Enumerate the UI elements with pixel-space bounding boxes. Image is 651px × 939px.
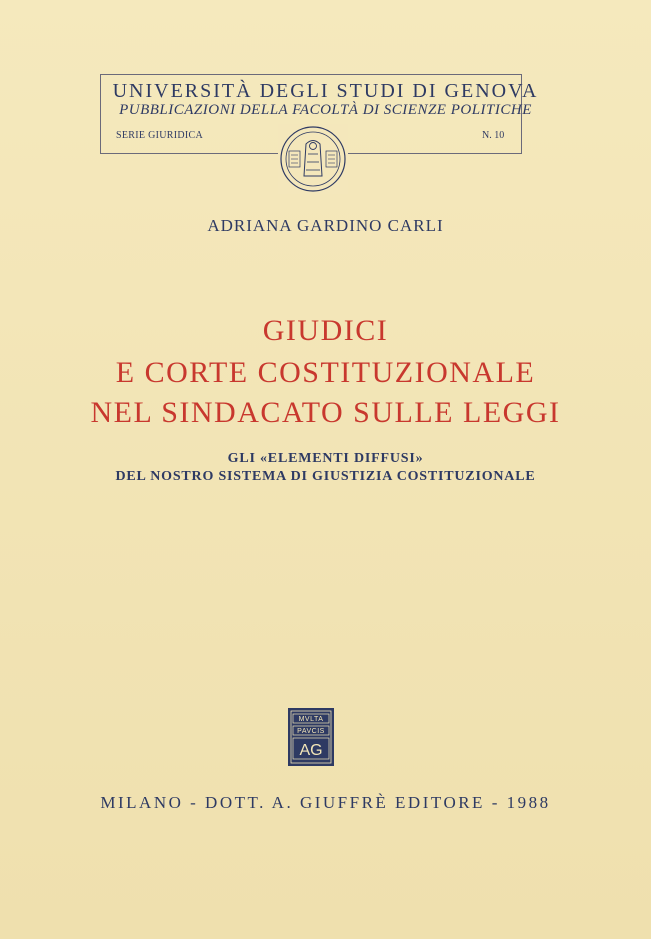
- title-line-2: E CORTE COSTITUZIONALE: [115, 356, 536, 389]
- series-label: SERIE GIURIDICA: [116, 130, 203, 141]
- title-line-1: GIUDICI: [262, 314, 389, 347]
- logo-initials: AG: [299, 742, 323, 759]
- title-line-3: NEL SINDACATO SULLE LEGGI: [90, 396, 561, 429]
- publisher-logo-icon: [288, 708, 334, 766]
- university-name: UNIVERSITÀ DEGLI STUDI DI GENOVA: [112, 80, 539, 102]
- publisher-imprint: MILANO - DOTT. A. GIUFFRÈ EDITORE - 1988: [100, 793, 551, 812]
- faculty-name: PUBBLICAZIONI DELLA FACOLTÀ DI SCIENZE POLITICHE: [119, 102, 532, 118]
- logo-motto-1: MVLTA: [298, 716, 324, 724]
- subtitle-line-2: DEL NOSTRO SISTEMA DI GIUSTIZIA COSTITUZIONALE: [115, 469, 536, 484]
- series-number: N. 10: [482, 130, 505, 141]
- logo-motto-2: PAVCIS: [297, 728, 325, 736]
- author-name: ADRIANA GARDINO CARLI: [207, 216, 444, 235]
- subtitle-line-1: GLI «ELEMENTI DIFFUSI»: [227, 451, 424, 466]
- university-seal-icon: [278, 124, 348, 194]
